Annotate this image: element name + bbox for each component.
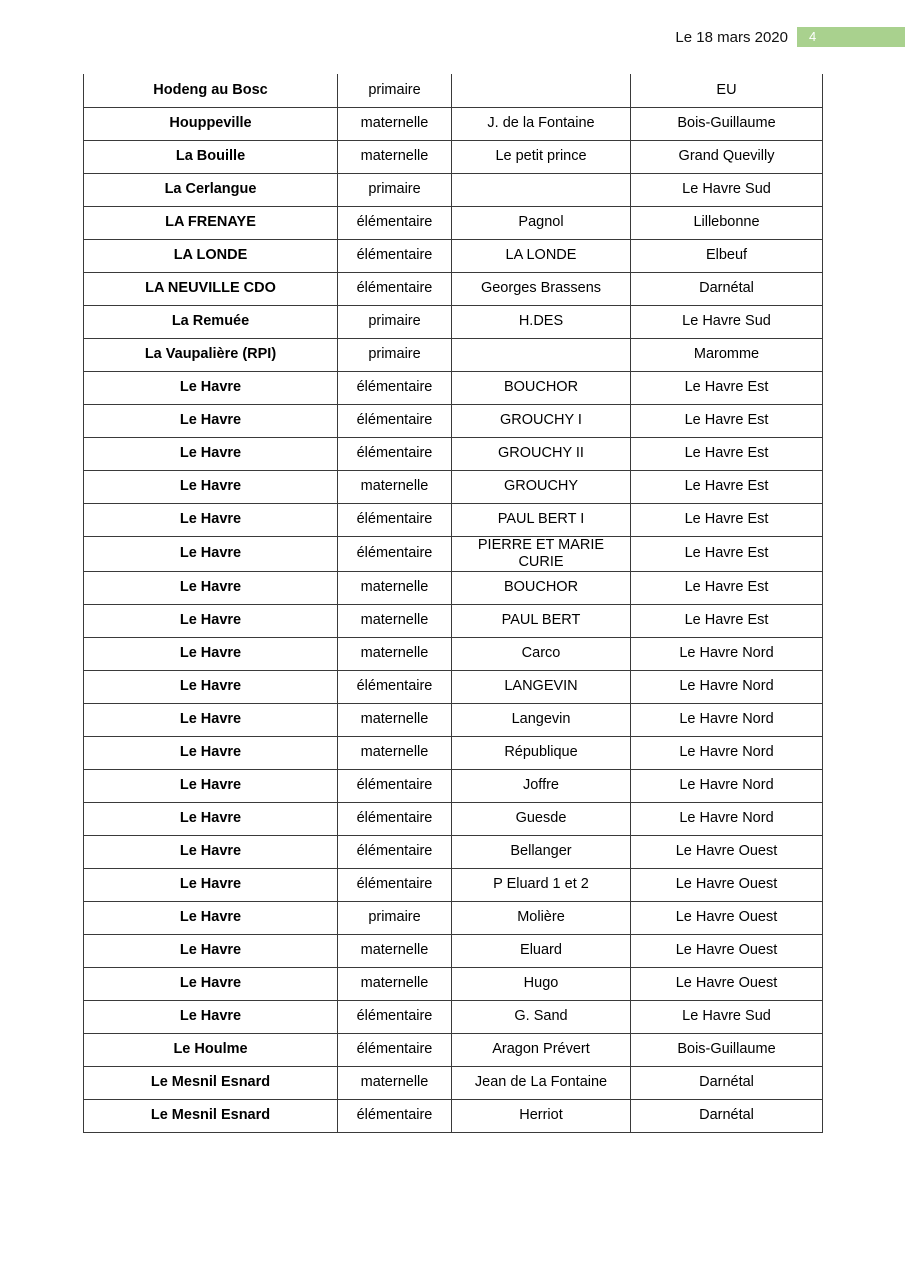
cell-level: maternelle	[338, 470, 452, 503]
header-date: Le 18 mars 2020	[675, 29, 788, 46]
cell-district: EU	[631, 74, 823, 107]
cell-district: Elbeuf	[631, 239, 823, 272]
cell-town: Le Havre	[84, 1000, 338, 1033]
cell-school: G. Sand	[452, 1000, 631, 1033]
cell-level: élémentaire	[338, 404, 452, 437]
cell-district: Le Havre Est	[631, 604, 823, 637]
cell-school: H.DES	[452, 305, 631, 338]
table-row	[84, 173, 823, 206]
cell-district: Le Havre Est	[631, 470, 823, 503]
cell-school: Hugo	[452, 967, 631, 1000]
table-row	[84, 736, 823, 769]
cell-town: Le Havre	[84, 934, 338, 967]
table-row	[84, 239, 823, 272]
cell-level: élémentaire	[338, 437, 452, 470]
table-row	[84, 371, 823, 404]
cell-town: Le Mesnil Esnard	[84, 1099, 338, 1132]
cell-level: élémentaire	[338, 503, 452, 536]
cell-town: Le Havre	[84, 703, 338, 736]
table-row	[84, 703, 823, 736]
cell-town: Hodeng au Bosc	[84, 74, 338, 107]
cell-level: primaire	[338, 305, 452, 338]
cell-town: Le Havre	[84, 404, 338, 437]
cell-school: Aragon Prévert	[452, 1033, 631, 1066]
cell-school: Le petit prince	[452, 140, 631, 173]
cell-level: primaire	[338, 173, 452, 206]
cell-district: Grand Quevilly	[631, 140, 823, 173]
cell-school: Eluard	[452, 934, 631, 967]
cell-town: Le Havre	[84, 536, 338, 571]
cell-level: élémentaire	[338, 1033, 452, 1066]
cell-school: PAUL BERT I	[452, 503, 631, 536]
cell-district: Le Havre Est	[631, 404, 823, 437]
cell-school: Bellanger	[452, 835, 631, 868]
table-row	[84, 1033, 823, 1066]
cell-level: élémentaire	[338, 769, 452, 802]
cell-level: élémentaire	[338, 239, 452, 272]
cell-level: élémentaire	[338, 536, 452, 571]
cell-school: P Eluard 1 et 2	[452, 868, 631, 901]
cell-town: Le Houlme	[84, 1033, 338, 1066]
cell-level: maternelle	[338, 107, 452, 140]
cell-town: Le Mesnil Esnard	[84, 1066, 338, 1099]
table-row	[84, 637, 823, 670]
cell-level: élémentaire	[338, 1099, 452, 1132]
table-row	[84, 802, 823, 835]
table-row	[84, 272, 823, 305]
cell-level: élémentaire	[338, 670, 452, 703]
cell-town: Le Havre	[84, 670, 338, 703]
cell-district: Le Havre Sud	[631, 305, 823, 338]
cell-town: Le Havre	[84, 604, 338, 637]
cell-level: primaire	[338, 74, 452, 107]
cell-town: Le Havre	[84, 901, 338, 934]
table-row	[84, 769, 823, 802]
cell-school: Langevin	[452, 703, 631, 736]
cell-level: élémentaire	[338, 206, 452, 239]
table-row	[84, 206, 823, 239]
cell-town: Le Havre	[84, 769, 338, 802]
cell-district: Le Havre Nord	[631, 637, 823, 670]
cell-level: élémentaire	[338, 835, 452, 868]
cell-town: La Bouille	[84, 140, 338, 173]
table-row	[84, 868, 823, 901]
cell-school	[452, 338, 631, 371]
cell-school: GROUCHY II	[452, 437, 631, 470]
table-row	[84, 1000, 823, 1033]
cell-district: Le Havre Ouest	[631, 868, 823, 901]
cell-district: Le Havre Ouest	[631, 901, 823, 934]
cell-school	[452, 173, 631, 206]
cell-district: Le Havre Ouest	[631, 934, 823, 967]
cell-district: Le Havre Est	[631, 536, 823, 571]
cell-district: Le Havre Nord	[631, 736, 823, 769]
cell-town: La Remuée	[84, 305, 338, 338]
cell-school: GROUCHY I	[452, 404, 631, 437]
table-row	[84, 74, 823, 107]
table-row	[84, 604, 823, 637]
cell-school: Jean de La Fontaine	[452, 1066, 631, 1099]
cell-level: élémentaire	[338, 371, 452, 404]
cell-town: Le Havre	[84, 868, 338, 901]
table-row	[84, 404, 823, 437]
cell-level: élémentaire	[338, 802, 452, 835]
cell-district: Le Havre Nord	[631, 670, 823, 703]
cell-level: élémentaire	[338, 868, 452, 901]
table-row	[84, 934, 823, 967]
cell-district: Darnétal	[631, 1066, 823, 1099]
cell-school: PAUL BERT	[452, 604, 631, 637]
table-row	[84, 670, 823, 703]
table-row	[84, 536, 823, 571]
cell-town: Le Havre	[84, 835, 338, 868]
table-row	[84, 140, 823, 173]
cell-school: GROUCHY	[452, 470, 631, 503]
cell-district: Bois-Guillaume	[631, 107, 823, 140]
cell-district: Le Havre Ouest	[631, 967, 823, 1000]
cell-school	[452, 74, 631, 107]
cell-town: La Cerlangue	[84, 173, 338, 206]
table-row	[84, 338, 823, 371]
cell-level: maternelle	[338, 703, 452, 736]
cell-town: Le Havre	[84, 571, 338, 604]
cell-district: Le Havre Sud	[631, 1000, 823, 1033]
table-row	[84, 437, 823, 470]
table-row	[84, 470, 823, 503]
cell-level: maternelle	[338, 604, 452, 637]
cell-town: Le Havre	[84, 736, 338, 769]
cell-district: Lillebonne	[631, 206, 823, 239]
cell-level: maternelle	[338, 1066, 452, 1099]
cell-school: LANGEVIN	[452, 670, 631, 703]
table-row	[84, 835, 823, 868]
cell-school: Georges Brassens	[452, 272, 631, 305]
cell-town: Le Havre	[84, 503, 338, 536]
table-row	[84, 1099, 823, 1132]
cell-district: Le Havre Est	[631, 437, 823, 470]
cell-level: maternelle	[338, 736, 452, 769]
cell-level: élémentaire	[338, 272, 452, 305]
cell-level: maternelle	[338, 967, 452, 1000]
cell-school: Joffre	[452, 769, 631, 802]
cell-district: Maromme	[631, 338, 823, 371]
cell-school: Pagnol	[452, 206, 631, 239]
cell-level: maternelle	[338, 140, 452, 173]
cell-school: LA LONDE	[452, 239, 631, 272]
schools-table-body	[84, 74, 823, 1132]
cell-district: Le Havre Nord	[631, 802, 823, 835]
cell-town: Le Havre	[84, 967, 338, 1000]
table-row	[84, 305, 823, 338]
cell-district: Le Havre Nord	[631, 769, 823, 802]
page-header	[0, 27, 906, 48]
table-row	[84, 967, 823, 1000]
cell-level: primaire	[338, 338, 452, 371]
cell-town: LA LONDE	[84, 239, 338, 272]
cell-level: élémentaire	[338, 1000, 452, 1033]
cell-school: J. de la Fontaine	[452, 107, 631, 140]
cell-town: Le Havre	[84, 371, 338, 404]
cell-school: Molière	[452, 901, 631, 934]
cell-town: Le Havre	[84, 637, 338, 670]
cell-town: LA NEUVILLE CDO	[84, 272, 338, 305]
table-row	[84, 503, 823, 536]
cell-district: Le Havre Sud	[631, 173, 823, 206]
cell-district: Le Havre Est	[631, 503, 823, 536]
cell-level: maternelle	[338, 934, 452, 967]
cell-town: Houppeville	[84, 107, 338, 140]
cell-district: Le Havre Est	[631, 571, 823, 604]
page-number-badge: 4	[797, 27, 905, 47]
cell-town: LA FRENAYE	[84, 206, 338, 239]
cell-district: Le Havre Est	[631, 371, 823, 404]
cell-town: Le Havre	[84, 437, 338, 470]
cell-district: Darnétal	[631, 272, 823, 305]
cell-district: Darnétal	[631, 1099, 823, 1132]
cell-school: République	[452, 736, 631, 769]
table-row	[84, 1066, 823, 1099]
cell-school: Herriot	[452, 1099, 631, 1132]
cell-level: maternelle	[338, 571, 452, 604]
cell-level: maternelle	[338, 637, 452, 670]
schools-table	[83, 74, 823, 1133]
cell-district: Le Havre Ouest	[631, 835, 823, 868]
cell-town: La Vaupalière (RPI)	[84, 338, 338, 371]
table-row	[84, 901, 823, 934]
cell-district: Bois-Guillaume	[631, 1033, 823, 1066]
table-row	[84, 107, 823, 140]
cell-district: Le Havre Nord	[631, 703, 823, 736]
cell-school: Guesde	[452, 802, 631, 835]
table-row	[84, 571, 823, 604]
cell-school: PIERRE ET MARIE CURIE	[452, 536, 631, 571]
cell-school: Carco	[452, 637, 631, 670]
cell-town: Le Havre	[84, 470, 338, 503]
cell-school: BOUCHOR	[452, 371, 631, 404]
cell-town: Le Havre	[84, 802, 338, 835]
cell-level: primaire	[338, 901, 452, 934]
cell-school: BOUCHOR	[452, 571, 631, 604]
